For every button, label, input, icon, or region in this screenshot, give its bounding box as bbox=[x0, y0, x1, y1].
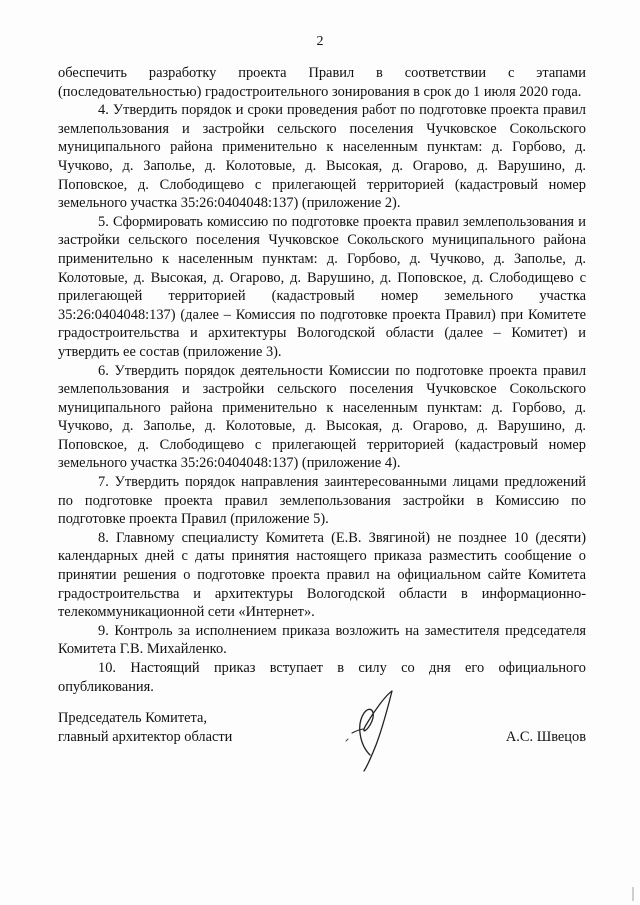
paragraph-item-9: 9. Контроль за исполнением приказа возложить на заместителя председателя Комитета Г.В. Михайленко. bbox=[58, 622, 586, 658]
paragraph-item-8: 8. Главному специалисту Комитета (Е.В. Звягиной) не позднее 10 (десяти) календарных дней с даты принятия настоящего приказа разместить сообщение о принятии решения о подготовке проекта правил на официальном сайте Комитета градостроительства и архитектуры Вологодской области в информационно-телекоммуникационной сети «Интернет». bbox=[58, 529, 586, 621]
paragraph-continuation: обеспечить разработку проекта Правил в соответствии с этапами (последовательностью) градостроительного зонирования в срок до 1 июля 2020 года. bbox=[58, 65, 586, 100]
document-body bbox=[58, 64, 586, 696]
paragraph-item-4: 4. Утвердить порядок и сроки проведения работ по подготовке проекта правил землепользования и застройки сельского поселения Чучковское Сокольского муниципального района применительно к населенным пунктам: д. Горбово, д. Чучково, д. Заполье, д. Колотовые, д. Высокая, д. Огарово, д. Варушино, д. Поповское, д. Слободищево с прилегающей территорией (кадастровый номер земельного участка 35:26:0404048:137) (приложение 2). bbox=[58, 102, 586, 212]
signatory-title-line2: главный архитектор области bbox=[58, 728, 233, 745]
paragraph-item-5: 5. Сформировать комиссию по подготовке проекта правил землепользования и застройки сельского поселения Чучковское Сокольского муниципального района применительно к населенным пунктам: д. Горбово, д. Чучково, д. Заполье, д. Колотовые, д. Высокая, д. Огарово, д. Варушино, д. Поповское, д. Слободищево с прилегающей территорией (кадастровый номер земельного участка 35:26:0404048:137) (далее – Комиссия по подготовке проекта Правил) при Комитете градостроительства и архитектуры Вологодской области (далее – Комитет) и утвердить ее состав (приложение 3). bbox=[58, 213, 586, 360]
signatory-name: А.С. Швецов bbox=[505, 728, 586, 745]
handwritten-signature bbox=[330, 685, 410, 775]
signatory-title-line1: Председатель Комитета, bbox=[58, 710, 207, 726]
signature-block bbox=[58, 709, 586, 789]
page-number: 2 bbox=[316, 34, 324, 49]
paragraph-item-7: 7. Утвердить порядок направления заинтересованными лицами предложений по подготовке проекта правил землепользования застройки в Комиссию по подготовке проекта Правил (приложение 5). bbox=[58, 474, 586, 528]
paragraph-item-6: 6. Утвердить порядок деятельности Комиссии по подготовке проекта правил землепользования и застройки сельского поселения Чучковское Сокольского муниципального района применительно к населенным пунктам: д. Горбово, д. Чучково, д. Заполье, д. Колотовые, д. Высокая, д. Огарово, д. Варушино, д. Поповское, д. Слободищево с прилегающей территорией (кадастровый номер земельного участка 35:26:0404048:137) (приложение 4). bbox=[58, 362, 586, 472]
signatory-title bbox=[58, 709, 278, 746]
paragraph-item-10: 10. Настоящий приказ вступает в силу со дня его официального опубликования. bbox=[58, 660, 586, 695]
scan-artifact bbox=[632, 887, 634, 901]
